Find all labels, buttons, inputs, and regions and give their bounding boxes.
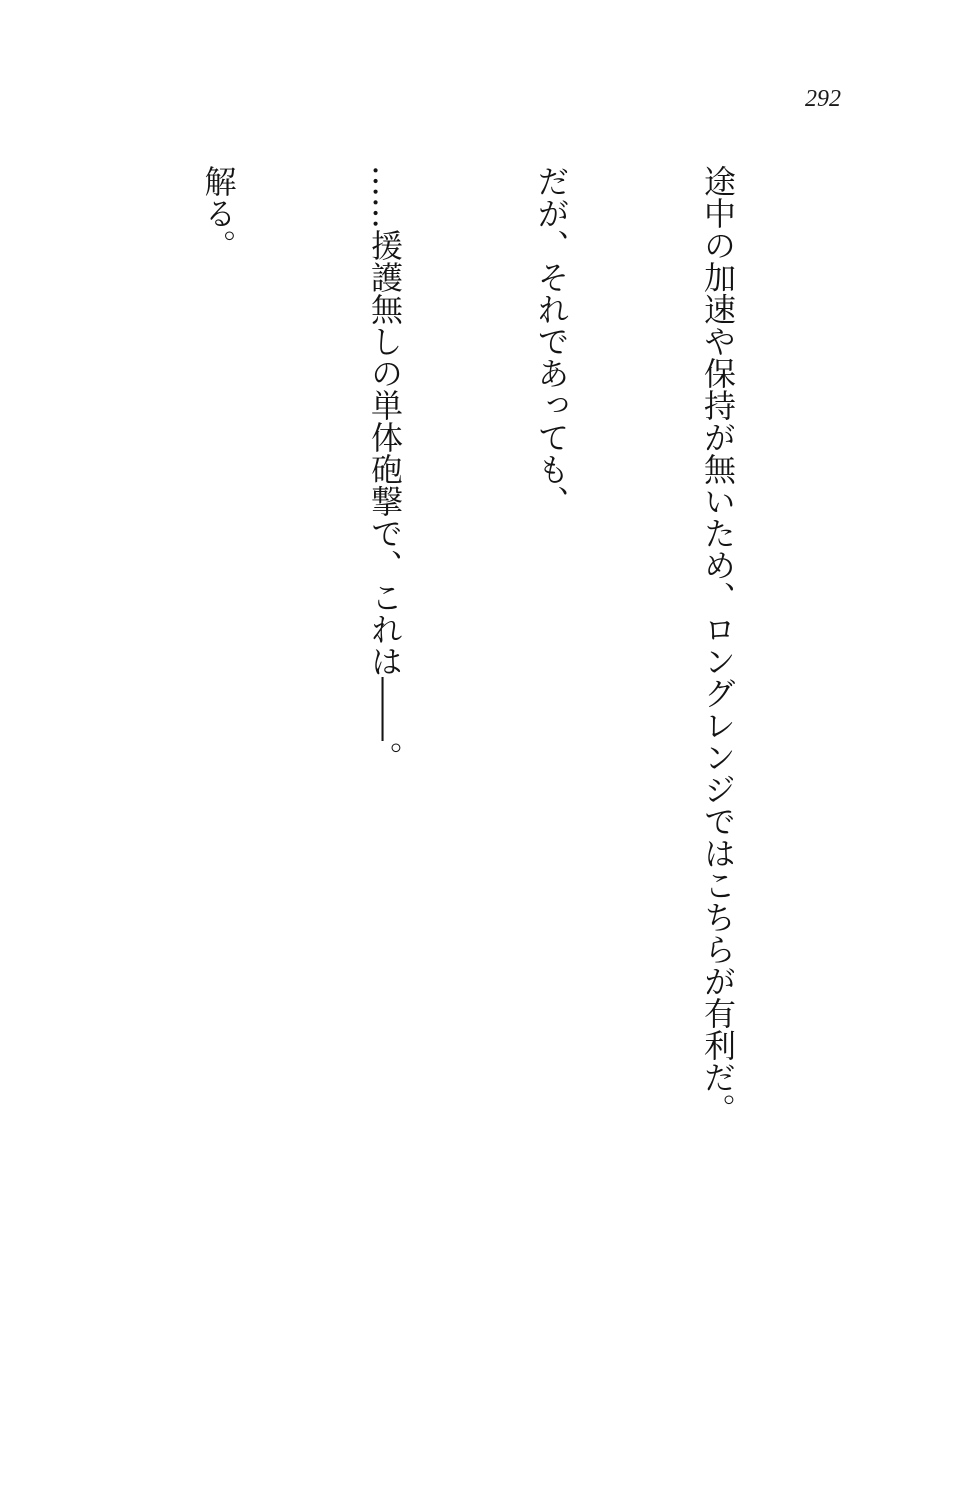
- text-line: 途中の加速や保持が無いため、ロングレンジではこちらが有利だ。: [699, 165, 737, 1125]
- vertical-text-body: [0, 165, 856, 1335]
- page-number: 292: [805, 86, 841, 112]
- blank-line: [24, 165, 80, 1335]
- text-line: 解る。: [199, 165, 238, 261]
- text-line: ……援護無しの単体砲撃で、これは――。: [366, 165, 404, 773]
- text-line: だが、それであっても、: [532, 165, 571, 517]
